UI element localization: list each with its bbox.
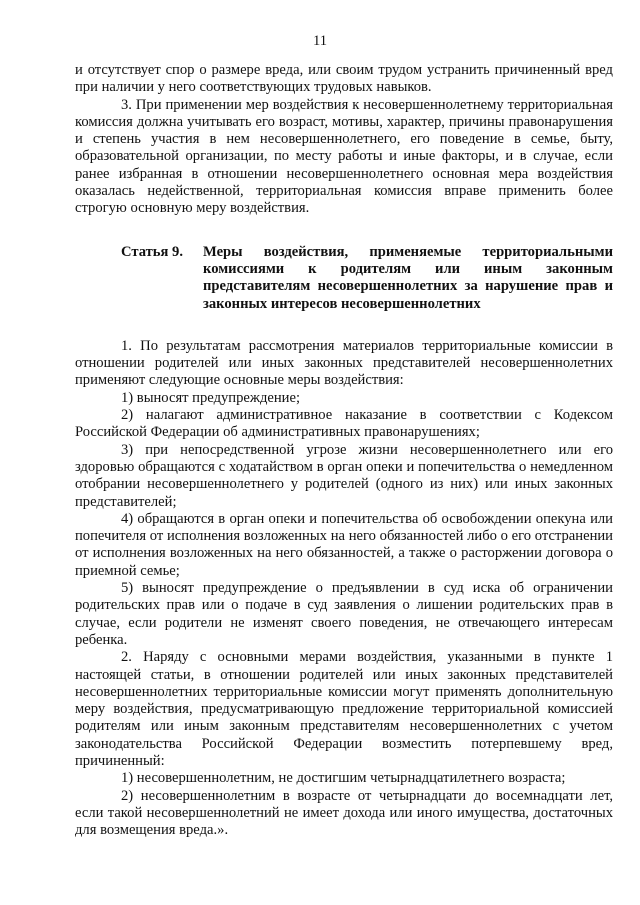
list-item-2-1: 1) несовершеннолетним, не достигшим четырнадцатилетнего возраста;	[121, 770, 566, 787]
paragraph-item-3: 3. При применении мер воздействия к несовершеннолетнему территориальная комиссия должна учитывать его возраст, мотивы, характер, причины правонарушения и степень участия в нем несовершеннолетнего, его поведение в семье, быту, образовательной организации, по месту работы и иные факторы, и в случае, если ранее избранная в отношении несовершеннолетнего основная мера воздействия оказалась недейственной, территориальная комиссия вправе применить более строгую основную меру воздействия.	[75, 96, 613, 217]
document-body	[75, 62, 613, 839]
page-number: 11	[312, 33, 328, 49]
paragraph-2: 2. Наряду с основными мерами воздействия, указанными в пункте 1 настоящей статьи, в отношении родителей или иных законных представителей несовершеннолетних территориальные комиссии могут применять дополнительную меру воздействия, предусматривающую предложение территориальной комиссией родителям или иным законным представителям несовершеннолетних с учетом законодательства Российской Федерации возместить потерпевшему вред, причиненный:	[75, 649, 613, 769]
list-item-3: 3) при непосредственной угрозе жизни несовершеннолетнего или его здоровью обращаются с ходатайством в орган опеки и попечительства о немедленном отобрании несовершеннолетнего у родителей (одного из них) или иных законных представителей;	[75, 441, 613, 510]
list-item-1: 1) выносят предупреждение;	[121, 389, 301, 406]
list-item-5: 5) выносят предупреждение о предъявлении в суд иска об ограничении родительских прав или о подаче в суд заявления о лишении родительских прав в случае, если родители не изменят своего поведения, не отвечающего интересам ребенка.	[75, 580, 613, 648]
list-item-4: 4) обращаются в орган опеки и попечительства об освобождении опекуна или попечителя от исполнения возложенных на него обязанностей либо о его отстранении от исполнения возложенных на него обязанностей, а также о расторжении договора о приемной семье;	[75, 510, 613, 579]
article-label: Статья 9.	[121, 243, 183, 260]
article-title: Меры воздействия, применяемые территориальными комиссиями к родителям или иным законным представителям несовершеннолетних за нарушение прав и законных интересов несовершеннолетних	[203, 243, 613, 312]
paragraph-continuation: и отсутствует спор о размере вреда, или своим трудом устранить причиненный вред при наличии у него соответствующих трудовых навыков.	[75, 62, 613, 96]
list-item-2: 2) налагают административное наказание в соответствии с Кодексом Российской Федерации об административных правонарушениях;	[75, 407, 613, 441]
article-heading	[75, 244, 613, 313]
list-item-2-2: 2) несовершеннолетним в возрасте от четырнадцати до восемнадцати лет, если такой несовершеннолетний не имеет дохода или иного имущества, достаточных для возмещения вреда.».	[75, 787, 613, 839]
paragraph-1: 1. По результатам рассмотрения материалов территориальные комиссии в отношении родителей или иных законных представителей несовершеннолетних применяют следующие основные меры воздействия:	[75, 337, 613, 389]
